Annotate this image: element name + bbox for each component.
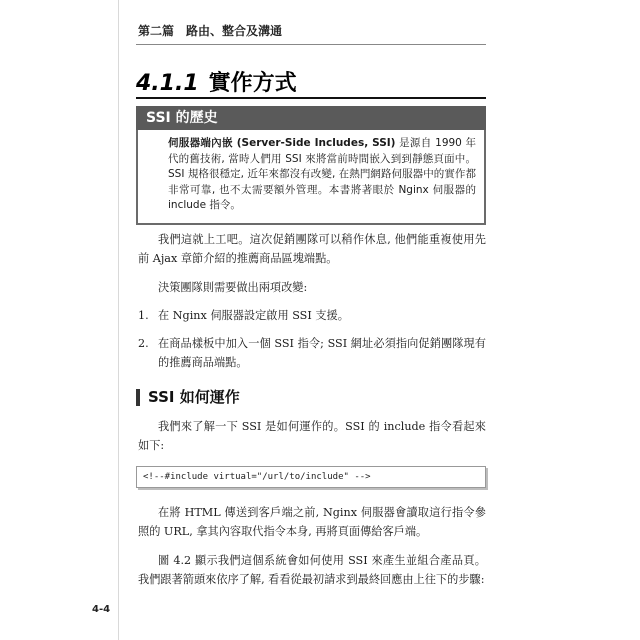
subsection-marker-bar [136,389,140,406]
list-marker: 2. [138,337,149,350]
section-title [136,66,297,97]
sidebar-text: 是源自 1990 年代的舊技術, 當時人們用 SSI 來將當前時間嵌入到到靜態頁面中。SSI 規格很穩定, 近年來都沒有改變, 在熱門網路伺服器中的實作都非常可靠, 也不太需要額外管理。本書將著眼於 Nginx 伺服器的 include 指令。 [168,137,476,211]
paragraph-figure-ref: 圖 4.2 顯示我們這個系統會如何使用 SSI 來產生並組合產品頁。我們跟著箭頭來依序了解, 看看從最初請求到最終回應由上往下的步驟: [138,554,486,586]
paragraph-changes: 決策團隊則需要做出兩項改變: [158,281,308,294]
header-divider [136,44,486,45]
code-snippet: <!--#include virtual="/url/to/include" --> [136,466,486,488]
subsection-title: SSI 如何運作 [148,388,240,406]
sidebar-term: 伺服器端內嵌 (Server-Side Includes, SSI) [168,137,396,149]
list-text: 在 Nginx 伺服器設定啟用 SSI 支援。 [158,309,349,322]
sidebar-heading: SSI 的歷史 [136,106,486,130]
page-number: 4-4 [92,604,111,615]
paragraph-intro: 我們這就上工吧。這次促銷團隊可以稍作休息, 他們能重複使用先前 Ajax 章節介紹的推薦商品區塊端點。 [138,233,486,265]
sidebar-note [136,106,486,225]
page-edge-line [118,0,119,640]
list-item [138,306,486,325]
running-header: 第二篇 路由、整合及溝通 [138,24,283,38]
list-marker: 1. [138,309,149,322]
paragraph-nginx: 在將 HTML 傳送到客戶端之前, Nginx 伺服器會讀取這行指令參照的 URL, 拿其內容取代指令本身, 再將頁面傳給客戶端。 [138,506,486,538]
section-title-text: 實作方式 [208,71,297,96]
sidebar-body [136,130,486,225]
list-item [138,334,486,372]
list-text: 在商品樣板中加入一個 SSI 指令; SSI 網址必須指向促銷團隊現有的推薦商品端點。 [158,337,486,369]
section-number: 4.1.1 [136,71,199,96]
paragraph-how-it-works: 我們來了解一下 SSI 是如何運作的。SSI 的 include 指令看起來如下: [138,420,486,452]
section-title-rule [136,97,486,99]
